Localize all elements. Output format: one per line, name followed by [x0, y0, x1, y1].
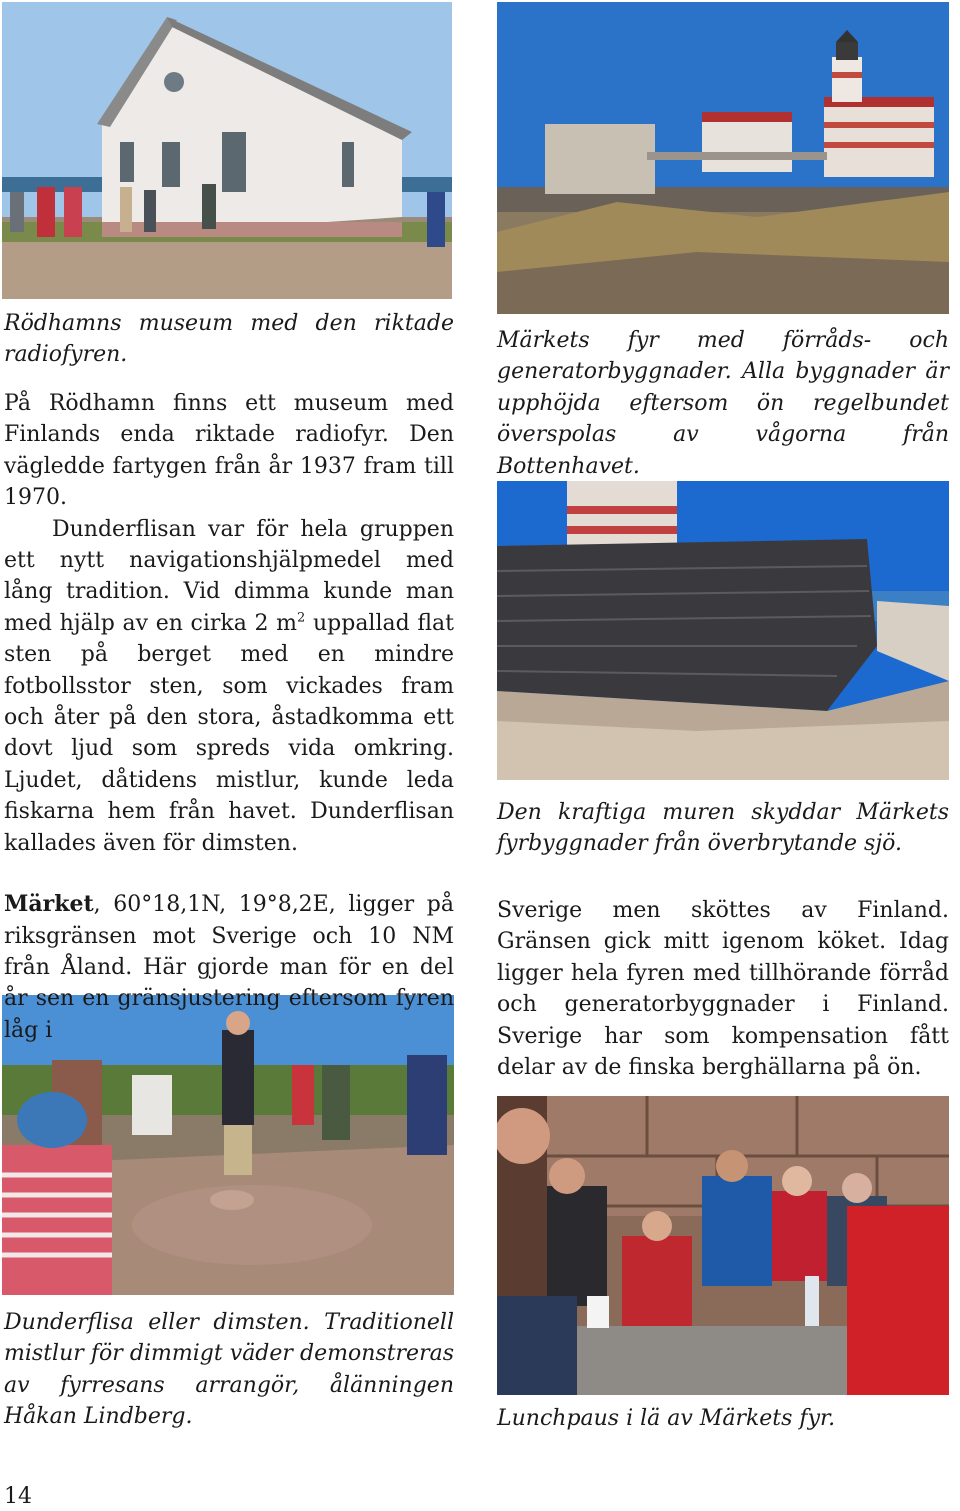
paragraph-dunderflisan-cont: uppallad flat sten på berget med en mindre fotbollsstor sten, som vickades fram och åter på den stora, åstadkomma ett dovt ljud som spreds vida omkring. Ljudet, dåtidens mistlur, kunde leda fiskarna hem från havet. Dunderflisan kallades även för dimsten.: [4, 610, 454, 856]
lunch-photo: [497, 1096, 949, 1395]
dimsten-caption: Dunderflisa eller dimsten. Traditionell mistlur för dimmigt väder demonstreras av fyrresans arrangör, ålänningen Håkan Lindberg.: [4, 1310, 454, 1430]
paragraph-market-text: , 60°18,1N, 19°8,2E, ligger på riksgränsen mot Sverige och 10 NM från Åland. Här gjorde man för en del år sen en gränsjustering eftersom fyren låg i: [4, 892, 454, 1043]
paragraph-radiofyr: På Rödhamn finns ett museum med Finlands enda riktade radiofyr. Den vägledde fartygen från år 1937 fram till 1970.: [4, 391, 454, 511]
museum-caption: Rödhamns museum med den riktade radiofyren.: [4, 311, 454, 368]
right-body-text: Sverige men sköttes av Finland. Gränsen gick mitt igenom köket. Idag ligger hela fyren med tillhörande förråd och generatorbyggnader i Finland. Sverige har som kompensation fått delar av de finska berghällarna på ön.: [497, 898, 949, 1081]
paragraph-market: [4, 889, 454, 1046]
left-body-text: [4, 388, 454, 1046]
wall-caption: Den kraftiga muren skyddar Märkets fyrbyggnader från överbrytande sjö.: [497, 800, 949, 857]
paragraph-dunderflisan: [4, 514, 454, 859]
wall-photo: [497, 481, 949, 780]
lighthouse-photo: [497, 2, 949, 314]
page-number: 14: [4, 1484, 32, 1509]
superscript-2: 2: [297, 610, 306, 626]
lighthouse-caption: Märkets fyr med förråds- och generatorbyggnader. Alla byggnader är upphöjda eftersom ön regelbundet överspolas av vågorna från Bottenhavet.: [497, 328, 949, 479]
paragraph-dunderflisan-start: Dunderflisan var för hela gruppen ett nytt navigationshjälpmedel med lång tradition. Vid dimma kunde man med hjälp av en cirka 2 m: [4, 516, 454, 636]
lunch-caption: Lunchpaus i lä av Märkets fyr.: [497, 1406, 836, 1431]
museum-photo: [2, 2, 452, 299]
market-bold: Märket: [4, 891, 94, 918]
